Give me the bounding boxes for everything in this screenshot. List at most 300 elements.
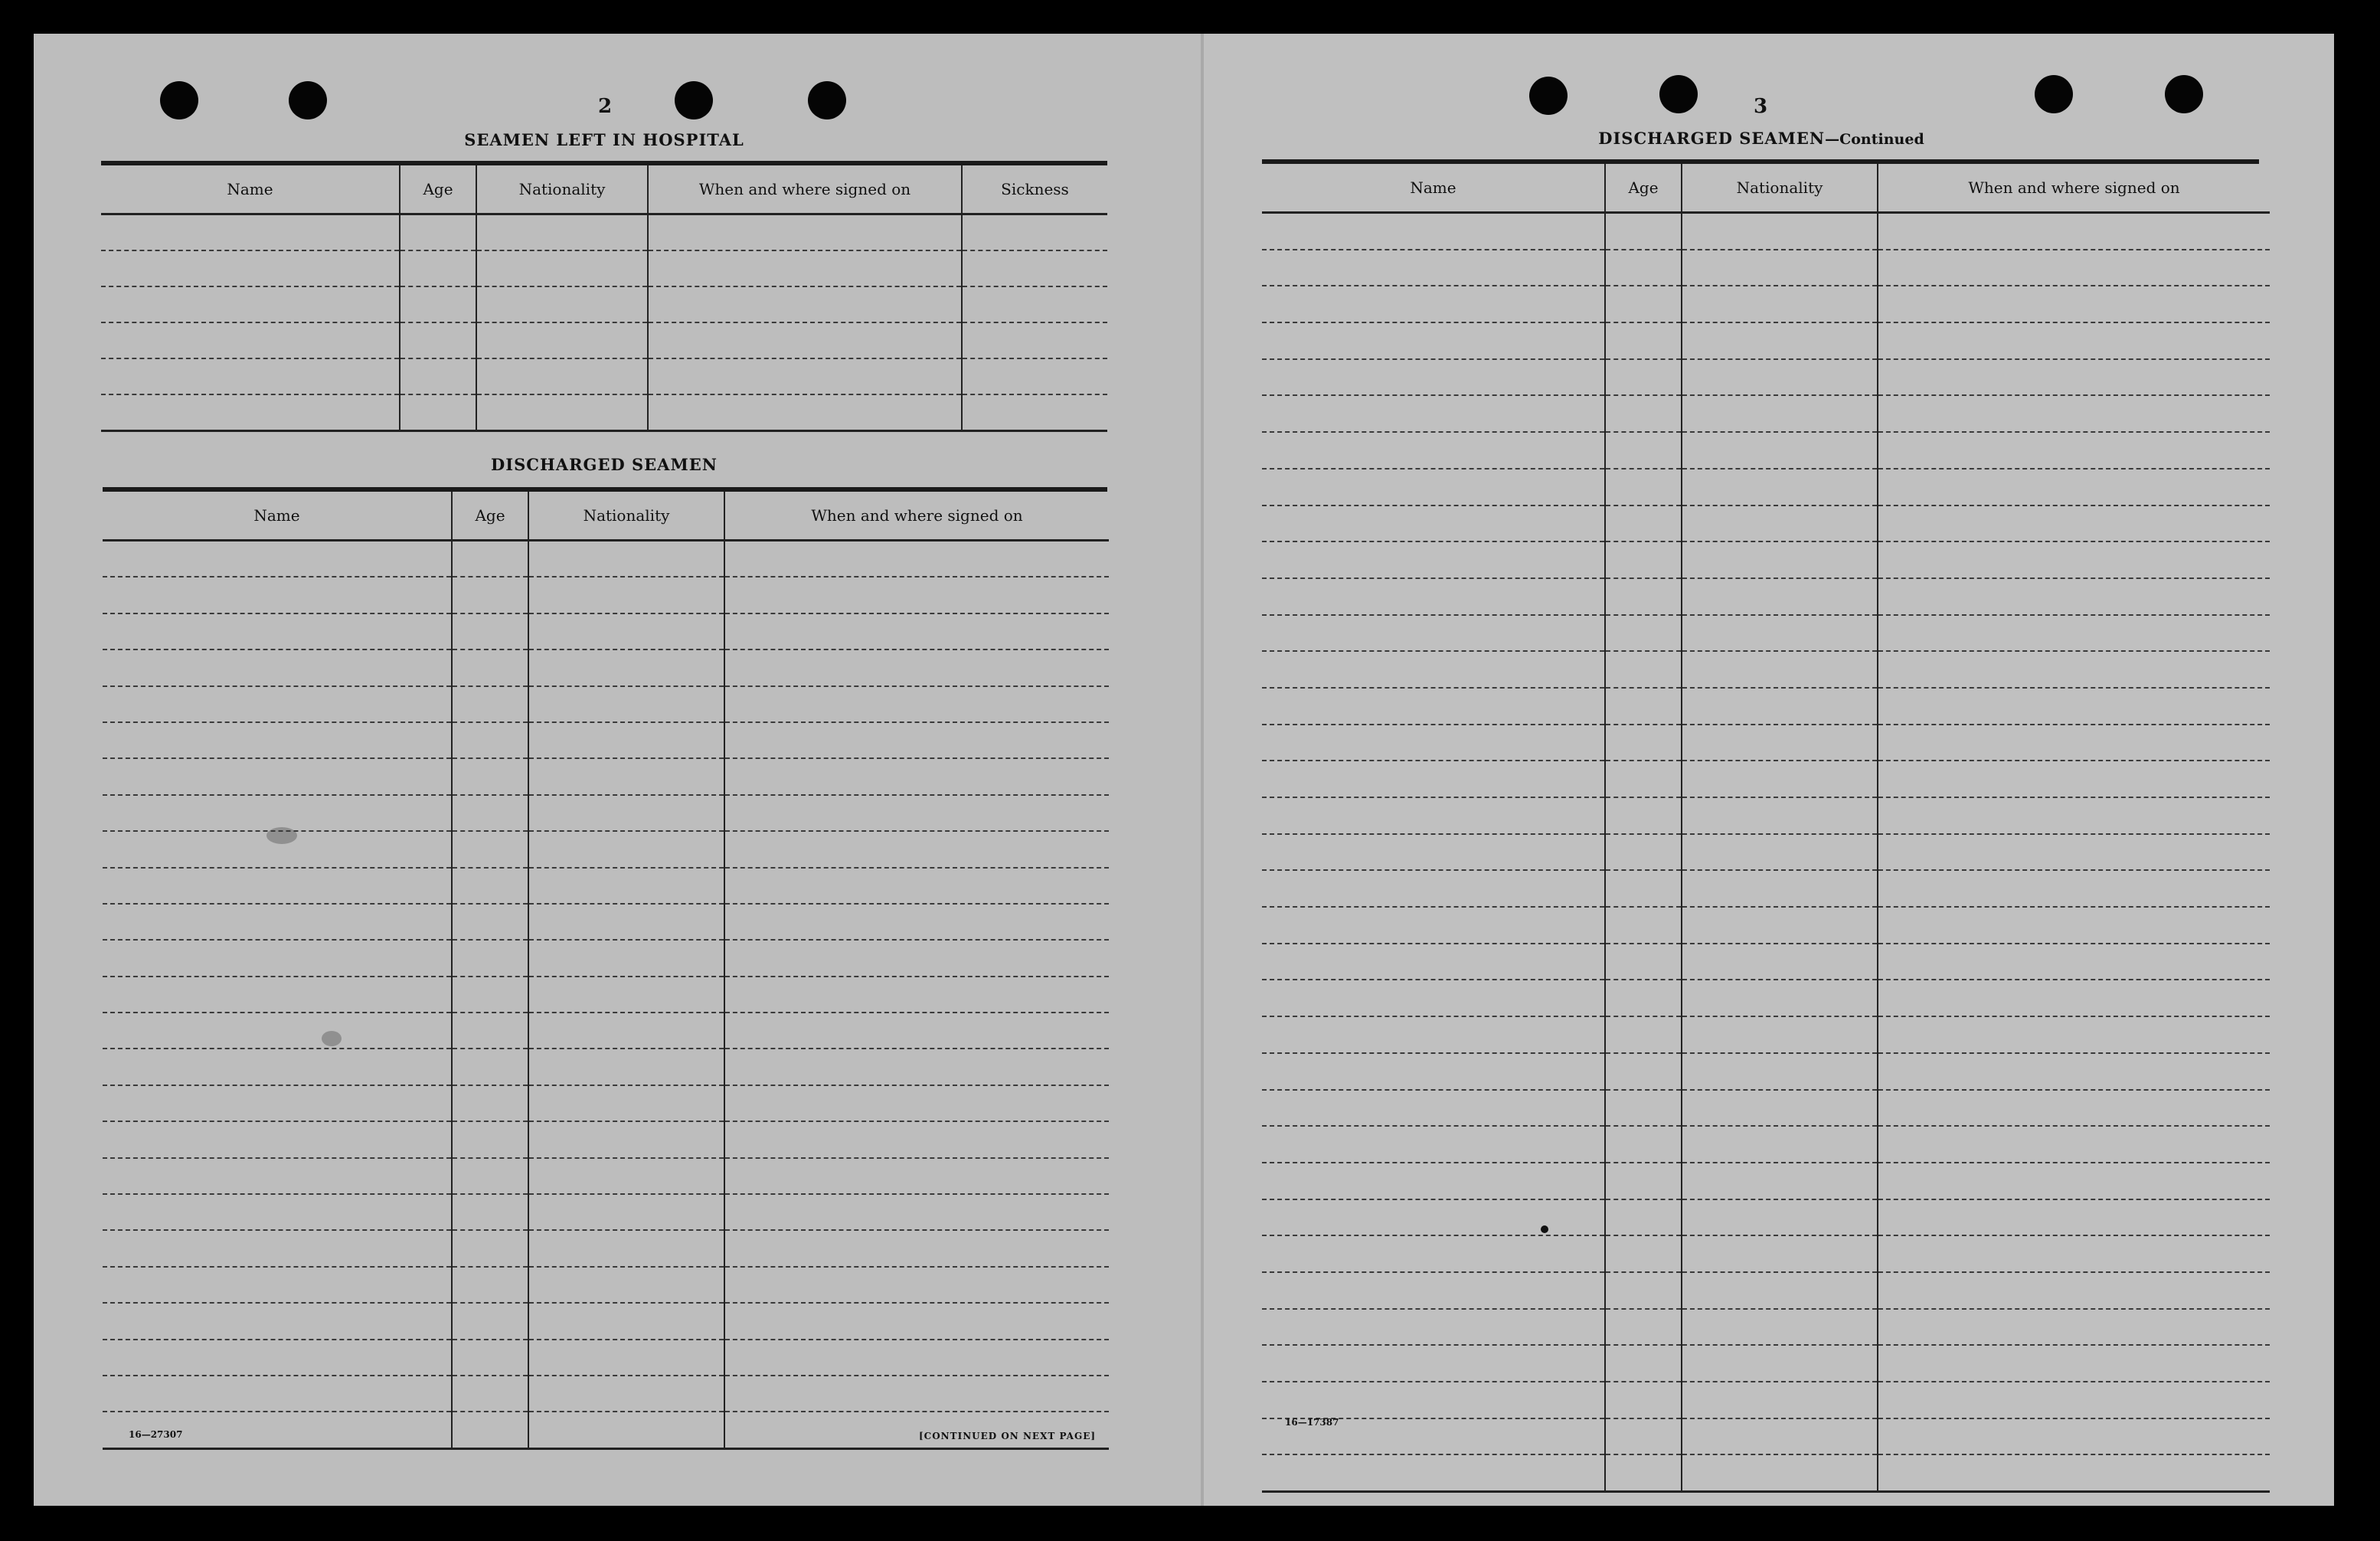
table-row — [103, 1340, 1109, 1376]
table-row — [1262, 1053, 2270, 1090]
table-cell — [724, 940, 1109, 976]
table-cell — [1682, 1235, 1878, 1272]
column-header-name: Name — [103, 492, 452, 541]
table-cell — [962, 394, 1107, 431]
table-cell — [1682, 651, 1878, 688]
table-cell — [528, 613, 724, 649]
table-cell — [452, 904, 528, 940]
table-cell — [648, 322, 962, 358]
table-cell — [1878, 725, 2270, 761]
table-cell — [1878, 505, 2270, 542]
table-row — [103, 577, 1109, 613]
table-row — [1262, 1163, 2270, 1199]
table-row — [1262, 1016, 2270, 1053]
table-cell — [1605, 250, 1682, 286]
table-cell — [724, 1085, 1109, 1121]
table-cell — [476, 394, 648, 431]
table-cell — [476, 322, 648, 358]
table-cell — [1605, 1235, 1682, 1272]
table-cell — [101, 322, 400, 358]
table-row — [1262, 250, 2270, 286]
table-row — [103, 722, 1109, 758]
section-title-discharged-continued — [1264, 129, 2259, 148]
table-cell — [1605, 322, 1682, 359]
table-cell — [452, 1121, 528, 1157]
table-cell — [1262, 1309, 1605, 1346]
table-row — [103, 1267, 1109, 1303]
table-cell — [1605, 688, 1682, 725]
table-cell — [724, 795, 1109, 831]
table-cell — [1262, 1199, 1605, 1236]
table-cell — [1682, 688, 1878, 725]
table-cell — [103, 1085, 452, 1121]
table-row — [1262, 651, 2270, 688]
table-cell — [1878, 1163, 2270, 1199]
table-row — [103, 686, 1109, 722]
table-row — [1262, 688, 2270, 725]
table-cell — [1682, 725, 1878, 761]
table-row — [101, 250, 1107, 286]
table-cell — [1605, 834, 1682, 871]
table-cell — [1682, 286, 1878, 322]
table-cell — [1682, 1309, 1878, 1346]
table-cell — [528, 1049, 724, 1085]
table-cell — [1605, 1309, 1682, 1346]
table-cell — [1878, 1235, 2270, 1272]
table-cell — [1878, 250, 2270, 286]
table-row — [103, 904, 1109, 940]
page-number: 2 — [598, 95, 613, 118]
punch-hole — [2035, 75, 2073, 113]
table-cell — [452, 1013, 528, 1049]
table-cell — [1262, 432, 1605, 469]
table-cell — [724, 1230, 1109, 1266]
table-row — [1262, 541, 2270, 578]
table-cell — [724, 613, 1109, 649]
table-cell — [476, 250, 648, 286]
table-cell — [1682, 797, 1878, 834]
table-row — [103, 649, 1109, 685]
table-row — [1262, 359, 2270, 396]
table-cell — [1682, 1454, 1878, 1491]
table-cell — [1878, 944, 2270, 980]
table-cell — [452, 1376, 528, 1412]
table-cell — [1878, 688, 2270, 725]
table-cell — [528, 795, 724, 831]
table-cell — [1878, 359, 2270, 396]
table-cell — [1605, 432, 1682, 469]
table-cell — [452, 722, 528, 758]
table-cell — [1878, 469, 2270, 505]
table-row — [103, 831, 1109, 867]
table-cell — [103, 1267, 452, 1303]
table-cell — [1605, 213, 1682, 250]
table-cell — [1878, 432, 2270, 469]
table-cell — [1878, 1090, 2270, 1127]
table-cell — [648, 214, 962, 251]
table-cell — [1682, 578, 1878, 615]
table-row — [103, 940, 1109, 976]
table-row — [1262, 213, 2270, 250]
table-cell — [1262, 1454, 1605, 1491]
table-cell — [400, 394, 476, 431]
table-cell — [1878, 761, 2270, 797]
table-cell — [724, 541, 1109, 577]
table-cell — [103, 1340, 452, 1376]
table-row — [103, 1121, 1109, 1157]
discharged-continued-table — [1262, 164, 2270, 1493]
table-cell — [1262, 286, 1605, 322]
table-cell — [1262, 213, 1605, 250]
table-cell — [528, 577, 724, 613]
table-cell — [528, 1013, 724, 1049]
table-cell — [452, 649, 528, 685]
table-cell — [452, 1267, 528, 1303]
table-cell — [452, 940, 528, 976]
table-cell — [101, 358, 400, 394]
table-cell — [962, 286, 1107, 322]
table-cell — [724, 1267, 1109, 1303]
table-cell — [1682, 1016, 1878, 1053]
table-cell — [1605, 725, 1682, 761]
table-cell — [1605, 541, 1682, 578]
table-cell — [528, 1340, 724, 1376]
table-cell — [1262, 250, 1605, 286]
table-cell — [1878, 1382, 2270, 1418]
column-header-sickness: Sickness — [962, 165, 1107, 214]
table-row — [1262, 1199, 2270, 1236]
table-cell — [452, 1085, 528, 1121]
table-cell — [1878, 907, 2270, 944]
table-cell — [400, 358, 476, 394]
table-cell — [476, 358, 648, 394]
table-row — [1262, 797, 2270, 834]
table-cell — [1682, 1199, 1878, 1236]
table-cell — [1605, 1090, 1682, 1127]
table-cell — [103, 722, 452, 758]
table-cell — [1682, 469, 1878, 505]
table-row — [1262, 578, 2270, 615]
table-cell — [724, 1013, 1109, 1049]
table-cell — [1605, 578, 1682, 615]
table-cell — [1262, 541, 1605, 578]
table-cell — [648, 286, 962, 322]
table-cell — [528, 541, 724, 577]
table-cell — [1682, 1126, 1878, 1163]
punch-hole — [289, 81, 327, 119]
table-cell — [452, 1158, 528, 1194]
hospital-table — [101, 165, 1107, 432]
table-cell — [648, 358, 962, 394]
table-cell — [103, 1121, 452, 1157]
table-cell — [1605, 395, 1682, 432]
table-cell — [1682, 1418, 1878, 1455]
table-cell — [1262, 578, 1605, 615]
table-cell — [103, 795, 452, 831]
table-row — [1262, 1235, 2270, 1272]
table-cell — [1262, 834, 1605, 871]
column-header-age: Age — [1605, 164, 1682, 213]
table-cell — [1262, 870, 1605, 907]
table-cell — [1262, 907, 1605, 944]
section-title-hospital: SEAMEN LEFT IN HOSPITAL — [464, 130, 744, 149]
table-row — [103, 1376, 1109, 1412]
table-cell — [1605, 359, 1682, 396]
table-cell — [1878, 1272, 2270, 1309]
table-cell — [452, 758, 528, 794]
table-cell — [101, 250, 400, 286]
table-cell — [528, 722, 724, 758]
table-row — [1262, 944, 2270, 980]
table-cell — [103, 1049, 452, 1085]
column-header-name: Name — [1262, 164, 1605, 213]
table-cell — [724, 868, 1109, 904]
page-fold — [1201, 34, 1204, 1506]
table-cell — [1682, 395, 1878, 432]
table-cell — [101, 214, 400, 251]
table-cell — [452, 1049, 528, 1085]
punch-hole — [675, 81, 713, 119]
table-row — [101, 286, 1107, 322]
table-cell — [724, 977, 1109, 1013]
table-cell — [1605, 1345, 1682, 1382]
table-cell — [1262, 395, 1605, 432]
table-cell — [1878, 1199, 2270, 1236]
table-row — [103, 795, 1109, 831]
table-cell — [528, 1267, 724, 1303]
table-row — [103, 1303, 1109, 1339]
table-cell — [1682, 541, 1878, 578]
table-cell — [528, 831, 724, 867]
table-row — [101, 214, 1107, 251]
table-cell — [724, 1340, 1109, 1376]
table-cell — [724, 904, 1109, 940]
table-cell — [1878, 322, 2270, 359]
punch-hole — [1529, 77, 1568, 115]
table-cell — [1262, 980, 1605, 1016]
table-row — [103, 1085, 1109, 1121]
table-cell — [528, 904, 724, 940]
table-row — [103, 1049, 1109, 1085]
table-cell — [1605, 1016, 1682, 1053]
table-cell — [1262, 1016, 1605, 1053]
table-cell — [1605, 980, 1682, 1016]
table-cell — [103, 1194, 452, 1230]
table-row — [1262, 725, 2270, 761]
table-cell — [1605, 1454, 1682, 1491]
table-cell — [103, 1013, 452, 1049]
table-cell — [1605, 944, 1682, 980]
table-cell — [452, 1303, 528, 1339]
table-cell — [103, 940, 452, 976]
punch-hole — [808, 81, 846, 119]
table-cell — [1682, 213, 1878, 250]
table-cell — [1605, 1053, 1682, 1090]
table-cell — [1262, 688, 1605, 725]
table-cell — [1682, 505, 1878, 542]
table-cell — [452, 977, 528, 1013]
table-cell — [1682, 1090, 1878, 1127]
table-cell — [103, 904, 452, 940]
table-cell — [1682, 870, 1878, 907]
table-cell — [1262, 797, 1605, 834]
table-row — [1262, 870, 2270, 907]
table-cell — [1262, 1126, 1605, 1163]
table-cell — [103, 868, 452, 904]
table-cell — [1605, 286, 1682, 322]
table-cell — [1682, 944, 1878, 980]
table-cell — [400, 286, 476, 322]
table-cell — [528, 758, 724, 794]
table-cell — [452, 1230, 528, 1266]
table-cell — [1262, 1235, 1605, 1272]
table-cell — [103, 977, 452, 1013]
table-cell — [452, 868, 528, 904]
table-row — [103, 541, 1109, 577]
table-cell — [101, 286, 400, 322]
table-cell — [452, 831, 528, 867]
table-cell — [528, 1194, 724, 1230]
table-cell — [103, 758, 452, 794]
table-row — [1262, 286, 2270, 322]
table-cell — [528, 940, 724, 976]
table-cell — [1682, 359, 1878, 396]
section-title-text: DISCHARGED SEAMEN — [1598, 129, 1826, 148]
table-cell — [724, 649, 1109, 685]
table-row — [1262, 1090, 2270, 1127]
table-row — [1262, 322, 2270, 359]
table-cell — [1262, 359, 1605, 396]
section-title-suffix: —Continued — [1825, 131, 1924, 148]
discharged-table — [103, 492, 1109, 1450]
table-row — [1262, 761, 2270, 797]
table-cell — [1605, 505, 1682, 542]
table-cell — [476, 286, 648, 322]
table-cell — [724, 1303, 1109, 1339]
table-cell — [724, 1158, 1109, 1194]
table-cell — [962, 250, 1107, 286]
table-cell — [103, 1230, 452, 1266]
column-header-signed-on: When and where signed on — [1878, 164, 2270, 213]
table-cell — [1682, 834, 1878, 871]
table-cell — [1878, 578, 2270, 615]
table-row — [1262, 505, 2270, 542]
table-row — [1262, 1382, 2270, 1418]
table-cell — [962, 358, 1107, 394]
column-header-signed-on: When and where signed on — [648, 165, 962, 214]
table-cell — [1262, 322, 1605, 359]
table-cell — [528, 1085, 724, 1121]
table-row — [101, 322, 1107, 358]
table-cell — [1878, 286, 2270, 322]
table-cell — [1682, 615, 1878, 652]
punch-hole — [1659, 75, 1698, 113]
table-cell — [1682, 1345, 1878, 1382]
table-cell — [528, 1158, 724, 1194]
continued-note: [CONTINUED ON NEXT PAGE] — [919, 1431, 1097, 1441]
table-cell — [1262, 1163, 1605, 1199]
table-cell — [1878, 797, 2270, 834]
table-row — [1262, 980, 2270, 1016]
table-cell — [1682, 1272, 1878, 1309]
table-cell — [1605, 1199, 1682, 1236]
table-cell — [1878, 834, 2270, 871]
table-cell — [1682, 250, 1878, 286]
table-cell — [1262, 469, 1605, 505]
table-cell — [1682, 907, 1878, 944]
table-cell — [1605, 1126, 1682, 1163]
table-cell — [400, 214, 476, 251]
table-cell — [1878, 395, 2270, 432]
column-header-age: Age — [400, 165, 476, 214]
table-cell — [1262, 1272, 1605, 1309]
table-row — [1262, 907, 2270, 944]
table-cell — [648, 394, 962, 431]
table-cell — [1262, 1053, 1605, 1090]
table-row — [1262, 834, 2270, 871]
table-cell — [1605, 870, 1682, 907]
table-cell — [1878, 980, 2270, 1016]
table-cell — [452, 613, 528, 649]
table-row — [103, 977, 1109, 1013]
table-row — [1262, 1418, 2270, 1455]
table-row — [1262, 1345, 2270, 1382]
page-number: 3 — [1754, 95, 1768, 118]
table-cell — [1878, 870, 2270, 907]
table-row — [101, 358, 1107, 394]
table-cell — [724, 1049, 1109, 1085]
form-code: 16—17387 — [1285, 1417, 1339, 1428]
punch-hole — [160, 81, 198, 119]
table-cell — [101, 394, 400, 431]
table-cell — [1262, 651, 1605, 688]
table-cell — [452, 1194, 528, 1230]
table-cell — [528, 1121, 724, 1157]
table-cell — [1262, 725, 1605, 761]
table-cell — [648, 250, 962, 286]
table-cell — [724, 577, 1109, 613]
table-cell — [962, 322, 1107, 358]
table-cell — [103, 831, 452, 867]
table-cell — [1262, 1090, 1605, 1127]
table-cell — [528, 1412, 724, 1448]
table-row — [103, 1230, 1109, 1266]
table-row — [1262, 1126, 2270, 1163]
table-cell — [103, 1303, 452, 1339]
table-cell — [1682, 761, 1878, 797]
column-header-age: Age — [452, 492, 528, 541]
table-cell — [724, 686, 1109, 722]
table-cell — [528, 1303, 724, 1339]
table-cell — [1878, 1454, 2270, 1491]
table-cell — [1878, 651, 2270, 688]
form-code: 16—27307 — [129, 1429, 183, 1440]
table-cell — [1878, 1418, 2270, 1455]
table-cell — [1262, 761, 1605, 797]
table-cell — [528, 686, 724, 722]
table-cell — [103, 686, 452, 722]
table-cell — [1262, 505, 1605, 542]
table-cell — [1262, 1382, 1605, 1418]
table-cell — [962, 214, 1107, 251]
table-row — [103, 868, 1109, 904]
table-cell — [103, 577, 452, 613]
table-row — [103, 613, 1109, 649]
column-header-name: Name — [101, 165, 400, 214]
table-cell — [1605, 651, 1682, 688]
table-cell — [1878, 1016, 2270, 1053]
table-cell — [1682, 1382, 1878, 1418]
